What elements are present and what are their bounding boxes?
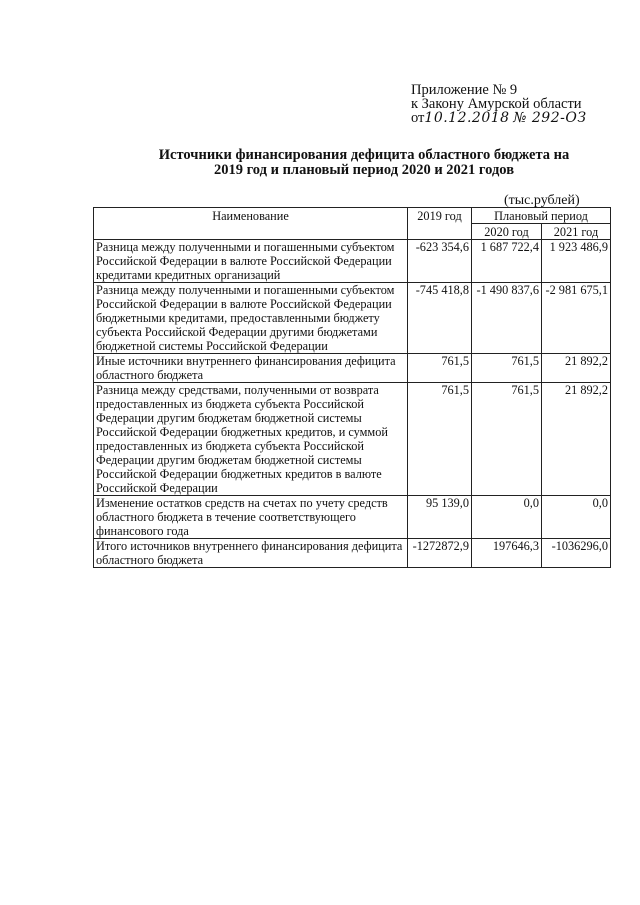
row-value-2020: 761,5 [472, 354, 542, 383]
row-value-2021: -1036296,0 [542, 539, 611, 568]
row-value-2021: 0,0 [542, 496, 611, 539]
appendix-number: Приложение № 9 [411, 82, 518, 98]
row-value-2020: -1 490 837,6 [472, 283, 542, 354]
table-row [94, 283, 611, 354]
row-value-2021: 21 892,2 [542, 383, 611, 496]
handwritten-date: 10.12.2018 [424, 110, 510, 126]
row-value-2019: -745 418,8 [408, 283, 472, 354]
row-value-2020: 0,0 [472, 496, 542, 539]
header-2020: 2020 год [472, 224, 542, 240]
table-row [94, 383, 611, 496]
row-value-2019: -623 354,6 [408, 240, 472, 283]
header-2021: 2021 год [542, 224, 611, 240]
page-title [100, 148, 628, 178]
date-prefix: от [411, 110, 425, 126]
row-value-2019: 761,5 [408, 383, 472, 496]
handwritten-law-number: № 292-ОЗ [513, 110, 587, 126]
row-name: Разница между полученными и погашенными субъектом Российской Федерации в валюте Российской Федерации кредитами кредитных организаций [94, 240, 408, 283]
title-line-2: 2019 год и плановый период 2020 и 2021 годов [213, 162, 515, 178]
row-name: Итого источников внутреннего финансирования дефицита областного бюджета [94, 539, 408, 568]
table-total-row [94, 539, 611, 568]
row-name: Иные источники внутреннего финансирования дефицита областного бюджета [94, 354, 408, 383]
row-value-2019: 95 139,0 [408, 496, 472, 539]
appendix-block [411, 83, 587, 125]
appendix-date-line [411, 111, 587, 125]
row-value-2020: 197646,3 [472, 539, 542, 568]
units-label: (тыс.рублей) [504, 193, 580, 208]
row-name: Разница между средствами, полученными от возврата предоставленных из бюджета субъекта Российской Федерации другим бюджетам бюджетной системы Российской Федерации бюджетных кредитов, и суммой предоставленных из бюджета субъекта Российской Федерации другим бюджетам бюджетной системы Российской Федерации бюджетных кредитов в валюте Российской Федерации [94, 383, 408, 496]
table-row [94, 240, 611, 283]
header-name: Наименование [94, 208, 408, 240]
header-2019: 2019 год [408, 208, 472, 240]
row-value-2020: 761,5 [472, 383, 542, 496]
title-line-1: Источники финансирования дефицита областного бюджета на [158, 147, 570, 163]
row-value-2021: 1 923 486,9 [542, 240, 611, 283]
row-value-2021: -2 981 675,1 [542, 283, 611, 354]
financing-sources-table [93, 207, 611, 568]
appendix-law-reference: к Закону Амурской области [411, 96, 582, 112]
table-row [94, 496, 611, 539]
row-value-2020: 1 687 722,4 [472, 240, 542, 283]
row-value-2019: 761,5 [408, 354, 472, 383]
row-name: Изменение остатков средств на счетах по учету средств областного бюджета в течение соответствующего финансового года [94, 496, 408, 539]
table-row [94, 354, 611, 383]
row-value-2021: 21 892,2 [542, 354, 611, 383]
table-header-row [94, 208, 611, 224]
row-value-2019: -1272872,9 [408, 539, 472, 568]
row-name: Разница между полученными и погашенными субъектом Российской Федерации в валюте Российской Федерации бюджетными кредитами, предоставленными бюджету субъекта Российской Федерации другими бюджетами бюджетной системы Российской Федерации [94, 283, 408, 354]
header-planned-period: Плановый период [472, 208, 611, 224]
